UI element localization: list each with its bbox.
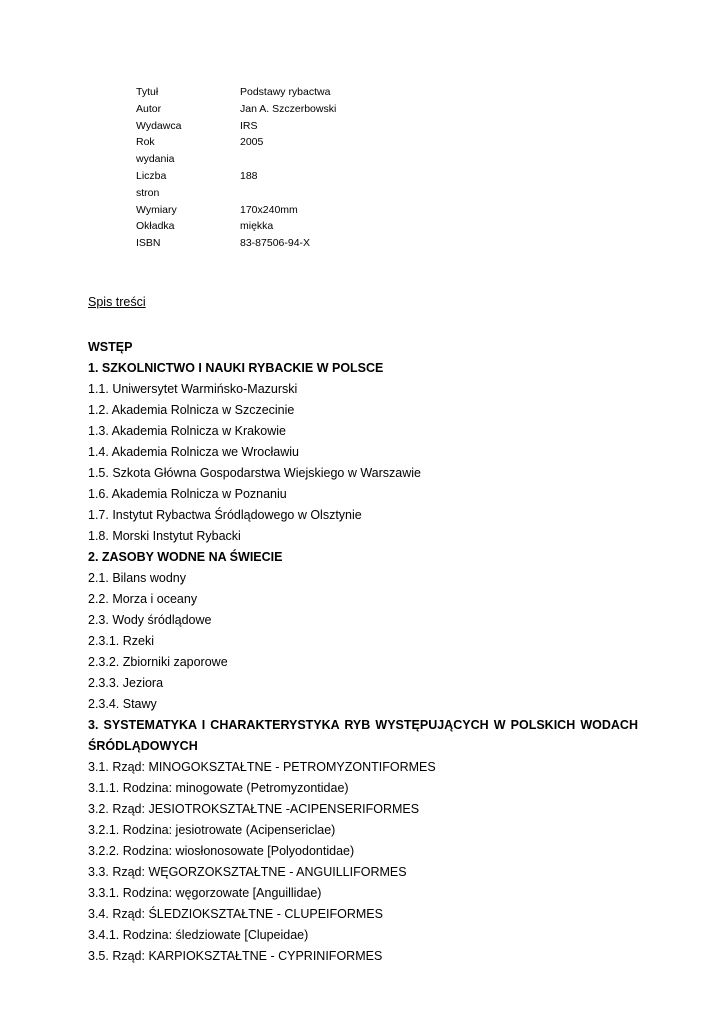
toc-title: Spis treści xyxy=(88,295,146,309)
metadata-value: 2005 xyxy=(240,136,264,149)
metadata-key: Tytuł xyxy=(136,86,159,98)
metadata-key: Wymiary xyxy=(136,203,177,216)
metadata-value: Podstawy rybactwa xyxy=(240,86,331,98)
metadata-key: Wydawca xyxy=(136,119,182,132)
metadata-key: Okładka xyxy=(136,220,175,233)
metadata-key: Rok wydania xyxy=(136,136,175,166)
metadata-value: 188 xyxy=(240,169,258,182)
metadata-key: Autor xyxy=(136,102,162,115)
metadata-value: miękka xyxy=(240,220,274,233)
metadata-row xyxy=(136,218,336,235)
toc-entry: 2.1. Bilans wodny xyxy=(88,571,186,585)
toc-entry: 2.3.2. Zbiorniki zaporowe xyxy=(88,655,228,669)
book-metadata xyxy=(136,84,336,252)
table-of-contents xyxy=(88,337,638,967)
toc-entry: 1. SZKOLNICTWO I NAUKI RYBACKIE W POLSCE xyxy=(88,361,384,375)
metadata-row xyxy=(136,84,336,101)
toc-entry: 2.2. Morza i oceany xyxy=(88,592,198,606)
metadata-row xyxy=(136,235,336,252)
toc-entry: 3.1. Rząd: MINOGOKSZTAŁTNE - PETROMYZONTIFORMES xyxy=(88,760,436,774)
metadata-row xyxy=(136,202,336,219)
toc-entry: 3.2. Rząd: JESIOTROKSZTAŁTNE -ACIPENSERIFORMES xyxy=(88,802,420,816)
toc-entry: 2.3.4. Stawy xyxy=(88,697,157,711)
metadata-value: IRS xyxy=(240,119,258,132)
toc-entry: 3.4. Rząd: ŚLEDZIOKSZTAŁTNE - CLUPEIFORMES xyxy=(88,907,383,921)
toc-entry: 2.3. Wody śródlądowe xyxy=(88,613,212,627)
toc-entry: WSTĘP xyxy=(88,340,133,354)
metadata-value: 170x240mm xyxy=(240,203,298,216)
metadata-row xyxy=(136,118,336,135)
metadata-key: Liczba stron xyxy=(136,169,167,199)
toc-entry: 1.4. Akademia Rolnicza we Wrocławiu xyxy=(88,445,299,459)
toc-entry: 3.3.1. Rodzina: węgorzowate [Anguillidae) xyxy=(88,886,322,900)
toc-entry: 2.3.3. Jeziora xyxy=(88,676,164,690)
metadata-key: ISBN xyxy=(136,237,161,250)
metadata-value: Jan A. Szczerbowski xyxy=(240,102,337,115)
toc-entry: 1.7. Instytut Rybactwa Śródlądowego w Olsztynie xyxy=(88,508,362,522)
toc-entry: 3. SYSTEMATYKA I CHARAKTERYSTYKA RYB WYSTĘPUJĄCYCH W POLSKICH WODACH ŚRÓDLĄDOWYCH xyxy=(88,718,638,753)
metadata-row xyxy=(136,168,336,202)
toc-entry: 1.5. Szkota Główna Gospodarstwa Wiejskiego w Warszawie xyxy=(88,466,422,480)
toc-entry: 3.4.1. Rodzina: śledziowate [Clupeidae) xyxy=(88,928,309,942)
toc-entry: 1.1. Uniwersytet Warmińsko-Mazurski xyxy=(88,382,298,396)
toc-entry: 1.3. Akademia Rolnicza w Krakowie xyxy=(88,424,287,438)
toc-entry: 2.3.1. Rzeki xyxy=(88,634,155,648)
toc-entry: 1.8. Morski Instytut Rybacki xyxy=(88,529,241,543)
toc-entry: 1.6. Akademia Rolnicza w Poznaniu xyxy=(88,487,287,501)
toc-entry: 3.5. Rząd: KARPIOKSZTAŁTNE - CYPRINIFORMES xyxy=(88,949,383,963)
metadata-value: 83-87506-94-X xyxy=(240,237,311,250)
toc-entry: 1.2. Akademia Rolnicza w Szczecinie xyxy=(88,403,295,417)
toc-entry: 3.2.2. Rodzina: wiosłonosowate [Polyodontidae) xyxy=(88,844,355,858)
toc-entry: 2. ZASOBY WODNE NA ŚWIECIE xyxy=(88,550,283,564)
toc-entry: 3.1.1. Rodzina: minogowate (Petromyzontidae) xyxy=(88,781,349,795)
metadata-row xyxy=(136,101,336,118)
toc-entry: 3.3. Rząd: WĘGORZOKSZTAŁTNE - ANGUILLIFORMES xyxy=(88,865,407,879)
toc-entry: 3.2.1. Rodzina: jesiotrowate (Acipensericlae) xyxy=(88,823,336,837)
metadata-row xyxy=(136,134,336,168)
